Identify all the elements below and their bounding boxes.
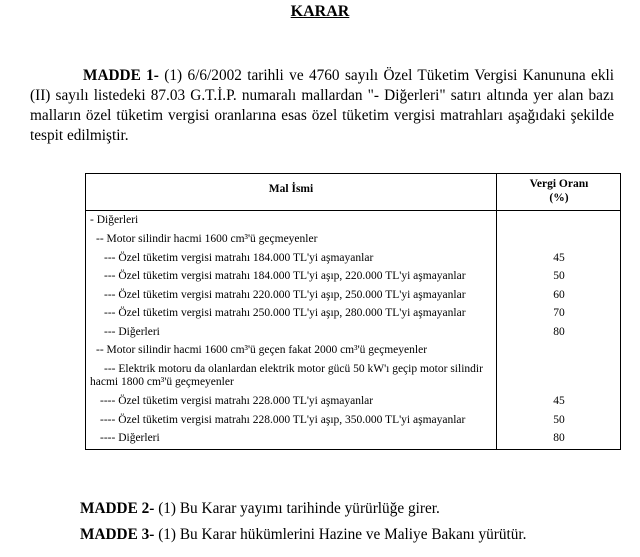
madde-1-paragraph: [30, 66, 614, 146]
madde-2-text: (1) Bu Karar yayımı tarihinde yürürlüğe girer.: [158, 500, 440, 517]
madde-1-text: (1) 6/6/2002 tarihli ve 4760 sayılı Özel Tüketim Vergisi Kanununa ekli (II) sayılı listedeki 87.03 G.T.İ.P. numaralı mallardan "- Diğerleri" satırı altında yer alan bazı malların özel tüketim vergisi oranlarına esas özel tüketim vergisi matrahları aşağıdaki şekilde tespit edilmiştir.: [30, 67, 614, 144]
madde-3-text: (1) Bu Karar hükümlerini Hazine ve Maliye Bakanı yürütür.: [158, 526, 527, 543]
table-row-text: --- Özel tüketim vergisi matrahı 184.000 TL'yi aşmayanlar: [104, 252, 374, 264]
table-row-text: [90, 363, 488, 389]
header-divider: [86, 210, 620, 211]
table-row-rate: 50: [553, 270, 565, 282]
table-row-text: ---- Özel tüketim vergisi matrahı 228.000 TL'yi aşmayanlar: [100, 395, 374, 407]
table-row-text: --- Diğerleri: [104, 326, 160, 338]
madde-3-label: MADDE 3-: [80, 526, 155, 543]
table-row-text: - Diğerleri: [90, 214, 139, 226]
tax-rate-table: [85, 173, 621, 450]
header-vergi-orani-line2: (%): [549, 192, 569, 204]
table-row-text: ---- Özel tüketim vergisi matrahı 228.000 TL'yi aşıp, 350.000 TL'yi aşmayanlar: [100, 414, 466, 426]
madde-1-label: MADDE 1-: [83, 67, 159, 84]
table-row-rate: 80: [553, 326, 565, 338]
table-row-rate: 80: [553, 432, 565, 444]
header-mal-ismi: Mal İsmi: [268, 183, 314, 195]
table-row-rate: 50: [553, 414, 565, 426]
table-row-rate: 45: [553, 252, 565, 264]
table-row-text: -- Motor silindir hacmi 1600 cm³'ü geçmeyenler: [96, 233, 318, 245]
table-row-text: --- Özel tüketim vergisi matrahı 250.000 TL'yi aşıp, 280.000 TL'yi aşmayanlar: [104, 307, 466, 319]
madde-2-label: MADDE 2-: [80, 500, 155, 517]
table-row-text-content: --- Elektrik motoru da olanlardan elektrik motor gücü 50 kW'ı geçip motor silindir hacmi 1800 cm³'ü geçmeyenler: [90, 363, 483, 388]
table-row-text: --- Özel tüketim vergisi matrahı 220.000 TL'yi aşıp, 250.000 TL'yi aşmayanlar: [104, 289, 466, 301]
page-title: KARAR: [290, 3, 350, 20]
header-vergi-orani: [497, 177, 621, 205]
table-row-rate: 45: [553, 395, 565, 407]
table-row-text: --- Özel tüketim vergisi matrahı 184.000 TL'yi aşıp, 220.000 TL'yi aşmayanlar: [104, 270, 466, 282]
header-vergi-orani-line1: Vergi Oranı: [529, 178, 589, 190]
madde-2-paragraph: [80, 500, 440, 518]
table-row-text: ---- Diğerleri: [100, 432, 160, 444]
table-row-text: -- Motor silindir hacmi 1600 cm³'ü geçen fakat 2000 cm³'ü geçmeyenler: [96, 344, 428, 356]
madde-3-paragraph: [80, 526, 526, 544]
table-row-rate: 70: [553, 307, 565, 319]
table-row-rate: 60: [553, 289, 565, 301]
